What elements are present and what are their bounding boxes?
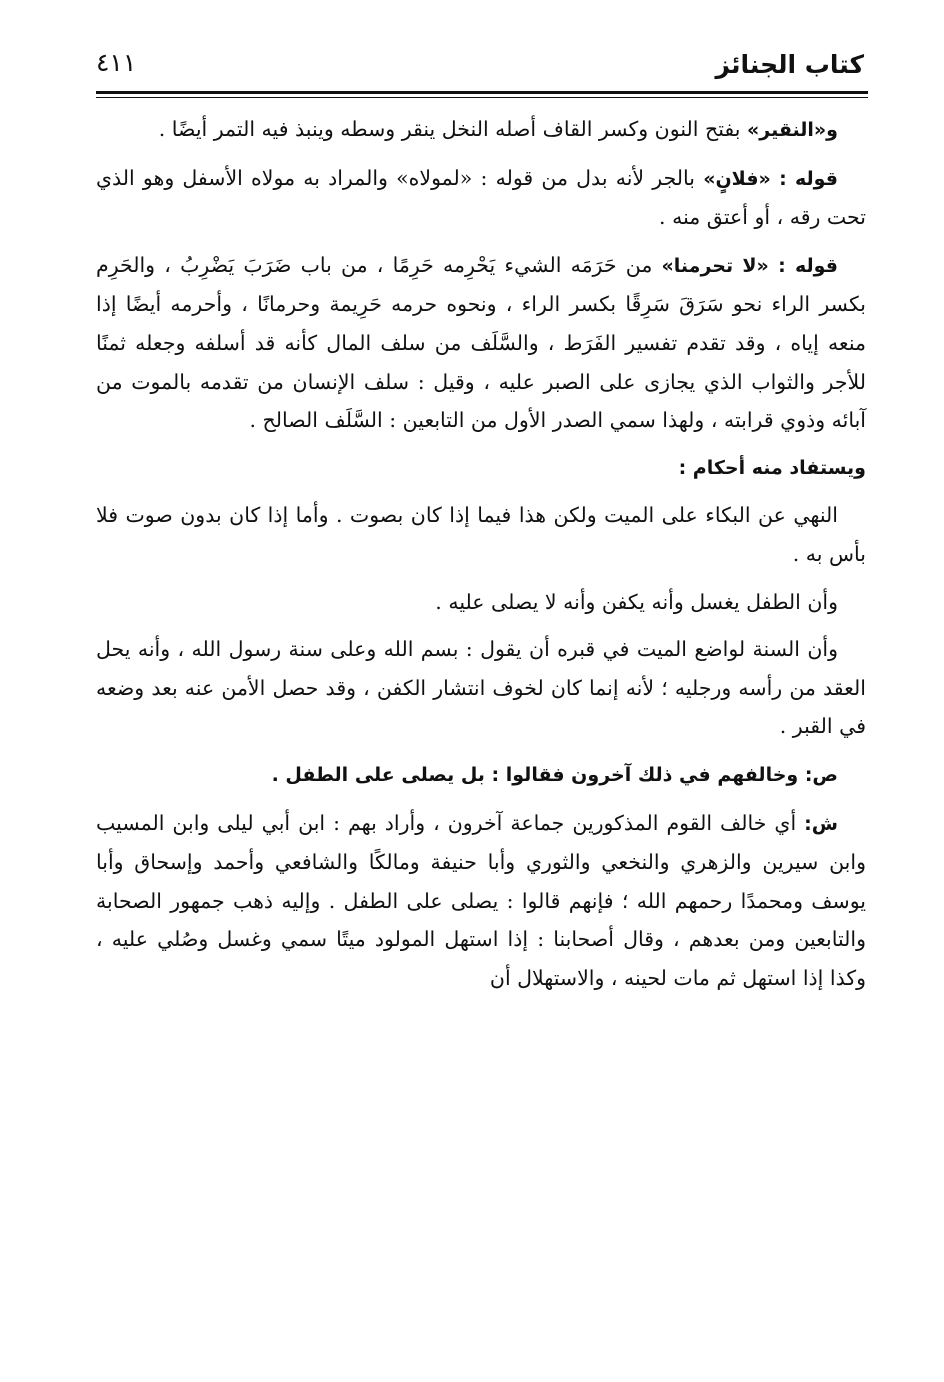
rulings-heading: ويستفاد منه أحكام : — [678, 456, 866, 479]
book-title: كتاب الجنائز — [715, 50, 864, 79]
paragraph-la-tahrimna — [96, 246, 866, 440]
page-header — [96, 42, 864, 94]
ruling-item: وأن الطفل يغسل وأنه يكفن وأنه لا يصلى عليه . — [435, 589, 838, 614]
paragraph-text: من حَرَمَه الشيء يَحْرِمه حَرِمًا ، من باب ضَرَبَ يَضْرِبُ ، والحَرِم بكسر الراء نحو سَرَقَ سَرِقًا بكسر الراء ، ونحوه حرمه حَرِيمة وحرمانًا ، وأحرمه أيضًا إذا منعه إياه ، وقد تقدم تفسير الفَرَط ، والسَّلَف من سلف المال كأنه قد أسلفه وجعله ثمنًا للأجر والثواب الذي يجازى على الصبر عليه ، وقيل : سلف الإنسان من تقدمه بالموت من آبائه وذوي قرابته ، ولهذا سمي الصدر الأول من التابعين : السَّلَف الصالح . — [96, 252, 866, 433]
header-rule-thick — [96, 91, 868, 94]
paragraph-naqir — [96, 110, 866, 150]
paragraph-fulan — [96, 159, 866, 237]
matn-paragraph — [96, 755, 866, 795]
ruling-item: النهي عن البكاء على الميت ولكن هذا فيما إذا كان بصوت . وأما إذا كان بدون صوت فلا بأس به . — [96, 503, 866, 566]
paragraph-text: بالجر لأنه بدل من قوله : «لمولاه» والمراد به مولاه الأسفل وهو الذي تحت رقه ، أو أعتق منه . — [96, 165, 866, 230]
sharh-text: أي خالف القوم المذكورين جماعة آخرون ، وأراد بهم : ابن أبي ليلى وابن المسيب وابن سيرين والزهري والنخعي والثوري وأبا حنيفة ومالكًا والشافعي وأحمد وإسحاق وأبا يوسف ومحمدًا رحمهم الله ؛ فإنهم قالوا : يصلى على الطفل . وإليه ذهب جمهور الصحابة والتابعين ومن بعدهم ، وقال أصحابنا : إذا استهل المولود ميتًا سمي وغسل وصُلي عليه ، وكذا إذا استهل ثم مات لحينه ، والاستهلال أن — [96, 810, 866, 990]
page-body — [96, 110, 866, 1006]
lead-term: و«النقير» — [746, 119, 838, 141]
sharh-label: ش: — [804, 812, 838, 835]
matn-label: ص: — [804, 763, 838, 786]
page-number: ٤١١ — [96, 48, 137, 77]
lead-term: قوله : «لا تحرمنا» — [661, 254, 838, 277]
ruling-item: وأن السنة لواضع الميت في قبره أن يقول : بسم الله وعلى سنة رسول الله ، وأنه يحل العقد من رأسه ورجليه ؛ لأنه إنما كان لخوف انتشار الكفن ، وقد حصل الأمن عنه بعد وضعه في القبر . — [96, 637, 866, 739]
lead-term: قوله : «فلانٍ» — [703, 167, 838, 190]
sharh-paragraph — [96, 804, 866, 998]
matn-text: وخالفهم في ذلك آخرون فقالوا : بل يصلى على الطفل . — [271, 763, 805, 786]
paragraph-text: بفتح النون وكسر القاف أصله النخل ينقر وسطه وينبذ فيه التمر أيضًا . — [158, 117, 747, 141]
header-rule-thin — [96, 97, 868, 98]
